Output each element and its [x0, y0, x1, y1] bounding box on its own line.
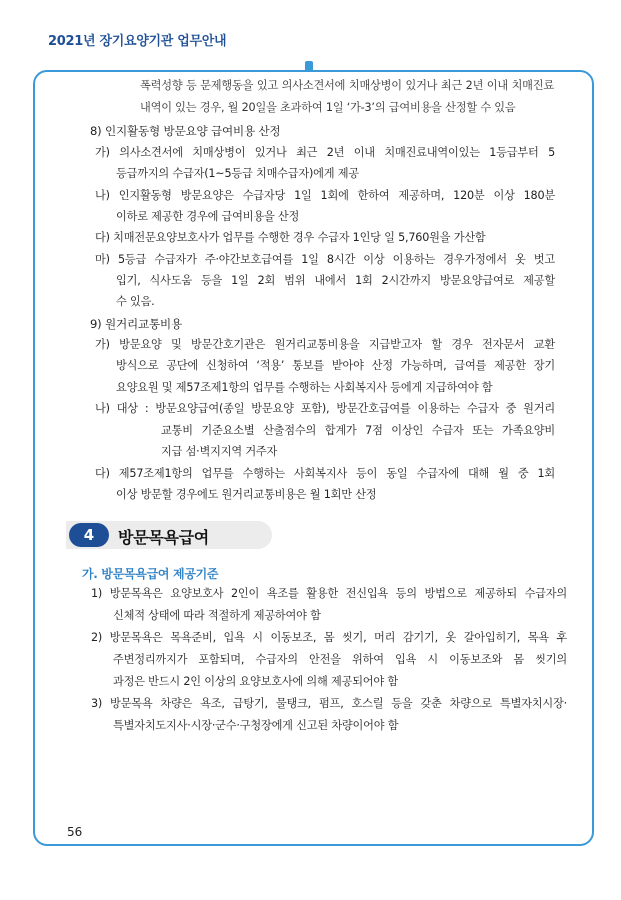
bath-p2-line-3: 과정은 반드시 2인 이상의 요양보호사에 의해 제공되어야 함: [113, 675, 398, 688]
subsection-title: 가. 방문목욕급여 제공기준: [82, 567, 219, 581]
item8-ma-line-2: 입기, 식사도움 등을 1일 2회 범위 내에서 1회 2시간까지 방문요양급여로 제공할: [116, 274, 555, 287]
intro-line-2: 내역이 있는 경우, 월 20일을 초과하여 1일 ‘가-3’의 급여비용을 산정할 수 있음: [140, 101, 516, 114]
item9-na-line-1: 나) 대상 : 방문요양급여(종일 방문요양 포함), 방문간호급여를 이용하는 수급자 중 원거리: [95, 402, 555, 415]
page-number: 56: [67, 825, 83, 839]
bath-p3-line-2: 특별자치도지사·시장·군수·구청장에게 신고된 차량이어야 함: [113, 719, 399, 732]
item8-ma-line-3: 수 있음.: [116, 295, 155, 308]
section-number-badge: [69, 523, 109, 547]
item8-ga-line-2: 등급까지의 수급자(1~5등급 치매수급자)에게 제공: [116, 167, 359, 180]
bath-p2-line-1: 2) 방문목욕은 목욕준비, 입욕 시 이동보조, 몸 씻기, 머리 감기기, 옷 갈아입히기, 목욕 후: [91, 631, 567, 644]
bath-p1-line-1: 1) 방문목욕은 요양보호사 2인이 욕조를 활용한 전신입욕 등의 방법으로 제공하되 수급자의: [91, 587, 567, 600]
item9-ga-line-3: 요양요원 및 제57조제1항의 업무를 수행하는 사회복지사 등에게 지급하여야 함: [116, 381, 493, 394]
item9-title: 9) 원거리교통비용: [90, 317, 182, 331]
bath-p3-line-1: 3) 방문목욕 차량은 욕조, 급탕기, 물탱크, 펌프, 호스릴 등을 갖춘 차량으로 특별자치시장·: [91, 697, 567, 710]
item8-ma-line-1: 마) 5등급 수급자가 주·야간보호급여를 1일 8시간 이상 이용하는 경우가정에서 옷 벗고: [95, 253, 555, 266]
item9-ga-line-2: 방식으로 공단에 신청하여 ‘적용’ 통보를 받아야 산정 가능하며, 급여를 제공한 장기: [116, 359, 555, 372]
item9-na-line-2: 교통비 기준요소별 산출점수의 합계가 7점 이상인 수급자 또는 가족요양비: [161, 424, 555, 437]
item8-da-line-1: 다) 치매전문요양보호사가 업무를 수행한 경우 수급자 1인당 일 5,760원을 가산함: [95, 231, 486, 244]
item8-na-line-2: 이하로 제공한 경우에 급여비용을 산정: [116, 210, 300, 223]
document-header: 2021년 장기요양기관 업무안내: [48, 34, 227, 49]
item9-da-line-1: 다) 제57조제1항의 업무를 수행하는 사회복지사 등이 동일 수급자에 대해 월 중 1회: [95, 467, 555, 480]
item8-title: 8) 인지활동형 방문요양 급여비용 산정: [90, 124, 281, 138]
section-number: 4: [83, 526, 95, 544]
item9-da-line-2: 이상 방문할 경우에도 원거리교통비용은 월 1회만 산정: [116, 488, 377, 501]
item8-ga-line-1: 가) 의사소견서에 치매상병이 있거나 최근 2년 이내 치매진료내역이있는 1등급부터 5: [95, 146, 555, 159]
bath-p2-line-2: 주변정리까지가 포함되며, 수급자의 안전을 위하여 입욕 시 이동보조와 몸 씻기의: [113, 653, 567, 666]
bath-p1-line-2: 신체적 상태에 따라 적절하게 제공하여야 함: [113, 609, 321, 622]
section-title: 방문목욕급여: [118, 528, 209, 547]
item8-na-line-1: 나) 인지활동형 방문요양은 수급자당 1일 1회에 한하여 제공하며, 120분 이상 180분: [95, 189, 555, 202]
intro-line-1: 폭력성향 등 문제행동을 있고 의사소견서에 치매상병이 있거나 최근 2년 이내 치매진료: [140, 79, 554, 92]
item9-ga-line-1: 가) 방문요양 및 방문간호기관은 원거리교통비용을 지급받고자 할 경우 전자문서 교환: [95, 338, 555, 351]
item9-na-line-3: 지급 섬·벽지지역 거주자: [161, 445, 278, 458]
